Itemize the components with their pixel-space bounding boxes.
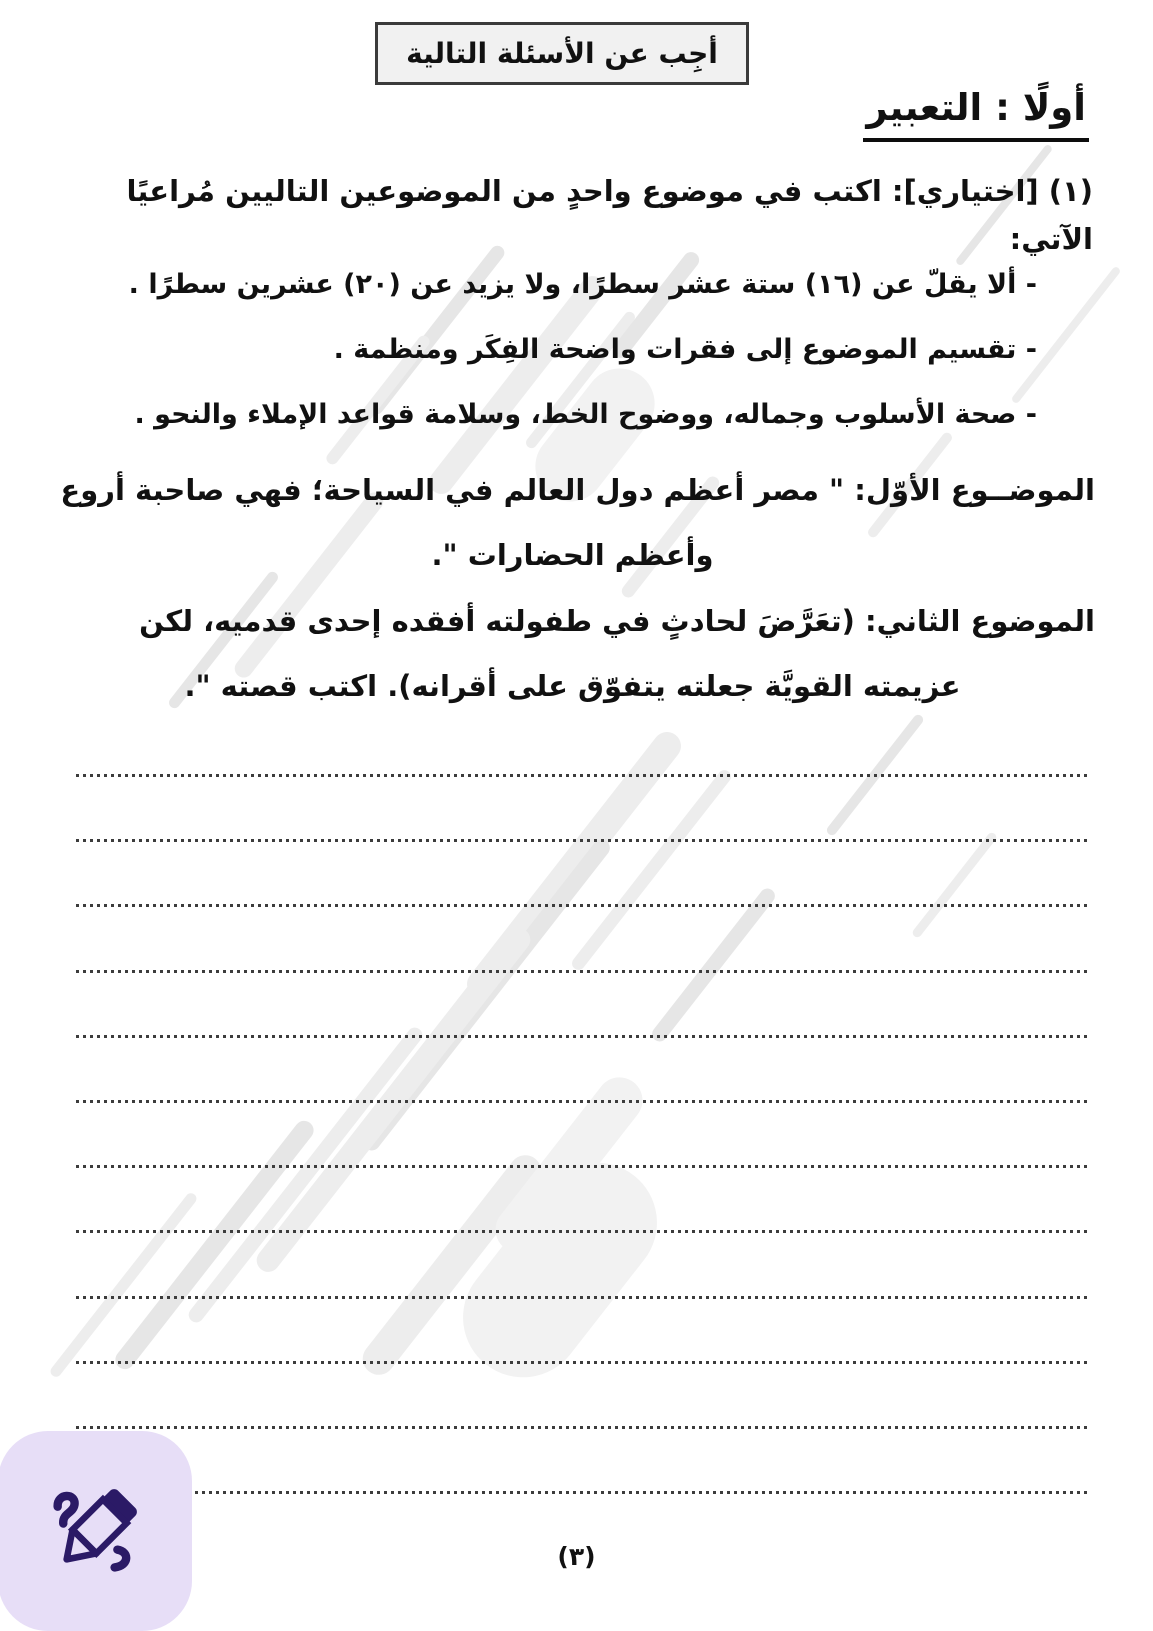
answer-line	[76, 1035, 1091, 1038]
question-intro: (١) [اختياري]: اكتب في موضوع واحدٍ من الموضوعين التاليين مُراعيًا الآتي:	[126, 174, 1093, 256]
topic-first-text: " مصر أعظم دول العالم في السياحة؛ فهي صاحبة أروع	[60, 473, 845, 507]
page-number: (٣)	[557, 1542, 596, 1571]
section-title: أولًا : التعبير	[863, 86, 1089, 142]
answer-line	[76, 1491, 1091, 1494]
answer-line	[76, 1426, 1091, 1429]
answer-line	[76, 1296, 1091, 1299]
topic-second-text: (تعَرَّضَ لحادثٍ في طفولته أفقده إحدى قدميه، لكن	[139, 603, 855, 638]
topic-second-line1	[50, 589, 1095, 654]
topic-second-line2: عزيمته القويَّة جعلته يتفوّق على أقرانه). اكتب قصته ".	[184, 669, 961, 704]
answer-line	[76, 1230, 1091, 1233]
topics	[50, 458, 1095, 720]
answer-line	[76, 970, 1091, 973]
topic-second-label: الموضوع الثاني:	[865, 603, 1095, 638]
requirement-item: - ألا يقلّ عن (١٦) ستة عشر سطرًا، ولا يزيد عن (٢٠) عشرين سطرًا .	[128, 269, 1037, 300]
requirements-list	[95, 252, 1037, 447]
requirement-item: - تقسيم الموضوع إلى فقرات واضحة الفِكَر ومنظمة .	[333, 334, 1037, 365]
answer-line	[76, 774, 1091, 777]
instruction-box	[375, 22, 749, 85]
topic-first-label: الموضــوع الأوّل:	[854, 473, 1095, 507]
answer-line	[76, 904, 1091, 907]
instruction-box-text: أجِب عن الأسئلة التالية	[406, 37, 718, 70]
answer-line	[76, 1165, 1091, 1168]
pen-tool-badge[interactable]	[0, 1431, 192, 1631]
answer-line	[76, 1100, 1091, 1103]
topic-first-line2: وأعظم الحضارات ".	[431, 538, 714, 573]
topic-first-line1	[50, 458, 1095, 523]
requirement-item: - صحة الأسلوب وجماله، ووضوح الخط، وسلامة قواعد الإملاء والنحو .	[134, 399, 1037, 430]
answer-line	[76, 839, 1091, 842]
pen-squiggle-icon	[39, 1475, 151, 1587]
answer-line	[76, 1361, 1091, 1364]
